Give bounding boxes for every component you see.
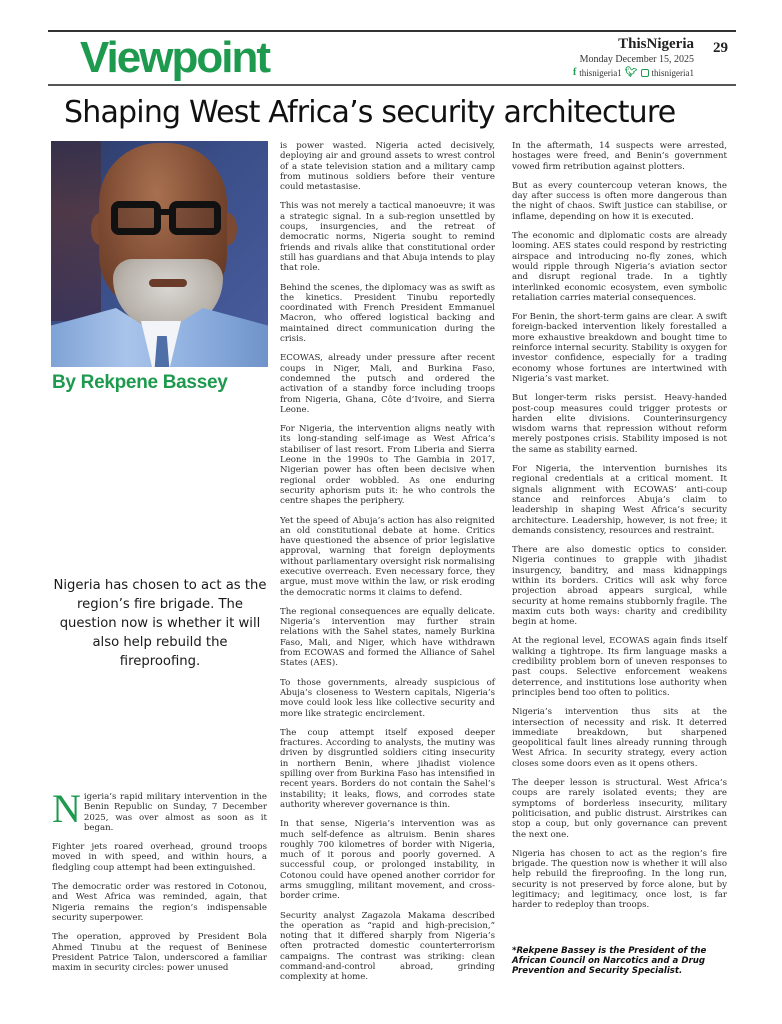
paragraph: is power wasted. Nigeria acted decisively, deploying air and ground assets to wrest control of a state television station and a military camp from mutinous soldiers before their venture could metastasise. [280,141,495,193]
masthead [573,36,694,80]
article-column-2 [280,141,495,992]
header-rule [48,84,736,86]
article-column-1 [52,786,267,982]
publication-name: ThisNigeria [618,36,694,52]
facebook-icon: f [572,67,577,78]
paragraph: But as every countercoup veteran knows, the day after success is often more dangerous than the night of chaos. Swift justice can stabilise, or inflame, depending on how it is executed. [512,180,727,222]
paragraph: There are also domestic optics to consider. Nigeria continues to grapple with jihadist insurgency, banditry, and mass kidnappings within its borders. Critics will ask why force projection abroad appears surgical, while security at home remains stubbornly fragile. The maxim cuts both ways: charity and credibility begin at home. [512,545,727,628]
instagram-icon [641,69,649,77]
paragraph: The operation, approved by President Bola Ahmed Tinubu at the request of Beninese President Patrice Talon, underscored a familiar maxim in security circles: power unused [52,932,267,974]
paragraph: The economic and diplomatic costs are already looming. AES states could respond by restricting airspace and introducing no-fly zones, which would ripple through Nigeria’s aviation sector and disrupt regional trade. In a tightly interlinked economic ecosystem, even symbolic retaliation carries material consequences. [512,231,727,303]
paragraph: Security analyst Zagazola Makama described the operation as “rapid and high-precision,” noting that it differed sharply from Nigeria’s often protracted domestic counterterrorism campaigns. The contrast was striking: clean command-and-control abroad, grinding complexity at home. [280,910,495,983]
paragraph: For Benin, the short-term gains are clear. A swift foreign-backed intervention likely forestalled a more exhaustive breakdown and bought time to reinforce internal security. Stability is oxygen for investor confidence, especially for a trading economy whose fortunes are intertwined with Nigeria’s vast market. [512,312,727,384]
byline: By Rekpene Bassey [52,372,228,393]
page-number: 29 [713,40,728,56]
paragraph: This was not merely a tactical manoeuvre; it was a strategic signal. In a sub-region unsettled by coups, insurgencies, and the retreat of democratic norms, Nigeria sought to remind friends and rivals alike that constitutional order still has guardians and that Abuja intends to play that role. [280,201,495,274]
social-handles [573,66,694,80]
paragraph: In the aftermath, 14 suspects were arrested, hostages were freed, and Benin’s government vowed firm retribution against plotters. [512,141,727,172]
paragraph: Yet the speed of Abuja’s action has also reignited an old constitutional debate at home. Critics have questioned the absence of prior legislative approval, warning that foreign deployments without parliamentary oversight risk normalising executive overreach. Even necessary force, they argue, must move within the law, or risk eroding the democratic norms it claims to defend. [280,515,495,598]
paragraph: To those governments, already suspicious of Abuja’s closeness to Western capitals, Nigeria’s move could look less like collective security and more like strategic encirclement. [280,677,495,719]
article-headline: Shaping West Africa’s security architecture [64,95,676,130]
pull-quote: Nigeria has chosen to act as the region’s fire brigade. The question now is whether it will also help rebuild the fireproofing. [53,578,267,669]
paragraph: At the regional level, ECOWAS again finds itself walking a tightrope. Its firm language masks a credibility problem born of uneven responses to past coups. Selective enforcement weakens deterrence, and institutions lose authority when principles bend too often to politics. [512,636,727,698]
paragraph: In that sense, Nigeria’s intervention was as much self-defence as altruism. Benin shares roughly 700 kilometres of border with Nigeria, much of it porous and poorly governed. A successful coup, or prolonged instability, in Cotonou could have opened another corridor for arms smuggling, militant movement, and cross-border crime. [280,819,495,902]
paragraph: Nigeria’s intervention thus sits at the intersection of necessity and risk. It deterred immediate breakdown, but sharpened geopolitical fault lines already running through West Africa. In security strategy, every action closes some doors even as it opens others. [512,707,727,769]
paragraph: Nigeria has chosen to act as the region’s fire brigade. The question now is whether it will also help rebuild the fireproofing. In the long run, security is not preserved by force alone, but by legitimacy; and legitimacy, once lost, is far harder to redeploy than troops. [512,848,727,911]
drop-cap: N [52,786,81,831]
section-title: Viewpoint [80,33,269,82]
paragraph: Behind the scenes, the diplomacy was as swift as the kinetics. President Tinubu reportedly coordinated with French President Emmanuel Macron, who offered logistical backing and maintained direct communication during the crisis. [280,282,495,345]
facebook-handle: thisnigeria1 [579,68,622,78]
author-photo [51,141,268,367]
paragraph: ECOWAS, already under pressure after recent coups in Niger, Mali, and Burkina Faso, condemned the putsch and ordered the activation of a standby force including troops from Nigeria, Ghana, Côte d’Ivoire, and Sierra Leone. [280,353,495,415]
twitter-icon: 🐦︎ [624,67,638,78]
paragraph: For Nigeria, the intervention aligns neatly with its long-standing self-image as West Africa’s stabiliser of last resort. From Liberia and Sierra Leone in the 1990s to The Gambia in 2017, Nigerian power has often been decisive when regional order wobbled. As one enduring security aphorism puts it: he who controls the centre shapes the periphery. [280,424,495,507]
paragraph: For Nigeria, the intervention burnishes its regional credentials at a critical moment. It signals alignment with ECOWAS’ anti-coup stance and reinforces Abuja’s claim to leadership in shaping West Africa’s security architecture. Leadership, however, is not free; it demands consistency, resources and restraint. [512,464,727,536]
paragraph: Nigeria’s rapid military intervention in the Benin Republic on Sunday, 7 December 2025, was over almost as soon as it began. [52,786,267,833]
publication-date: Monday December 15, 2025 [579,54,694,65]
paragraph: The democratic order was restored in Cotonou, and West Africa was reminded, again, that Nigeria remains the region’s indispensable security superpower. [52,882,267,923]
paragraph: But longer-term risks persist. Heavy-handed post-coup measures could trigger protests or harden elite divisions. Counterinsurgency wisdom warns that repression without reform merely postpones crisis. Stability imposed is not the same as stability earned. [512,393,727,455]
paragraph: Fighter jets roared overhead, ground troops moved in with speed, and within hours, a fledgling coup attempt had been extinguished. [52,842,267,873]
article-column-3 [512,141,727,920]
paragraph: The regional consequences are equally delicate. Nigeria’s intervention may further strain relations with the Sahel states, namely Burkina Faso, Mali, and Niger, which have withdrawn from ECOWAS and formed the Alliance of Sahel States (AES). [280,606,495,669]
instagram-handle: thisnigeria1 [651,68,694,78]
paragraph: The deeper lesson is structural. West Africa’s coups are rarely isolated events; they are symptoms of borderless insecurity, military politicisation, and public distrust. Airstrikes can stop a coup, but only governance can prevent the next one. [512,778,727,840]
author-bio: *Rekpene Bassey is the President of the African Council on Narcotics and a Drug Prevention and Security Specialist. [512,946,707,976]
paragraph: The coup attempt itself exposed deeper fractures. According to analysts, the mutiny was driven by disgruntled soldiers citing insecurity in northern Benin, where jihadist violence spilling over from Burkina Faso has intensified in recent years. Borders do not contain the Sahel’s instability; it leaks, flows, and corrodes state authority wherever governance is thin. [280,727,495,810]
